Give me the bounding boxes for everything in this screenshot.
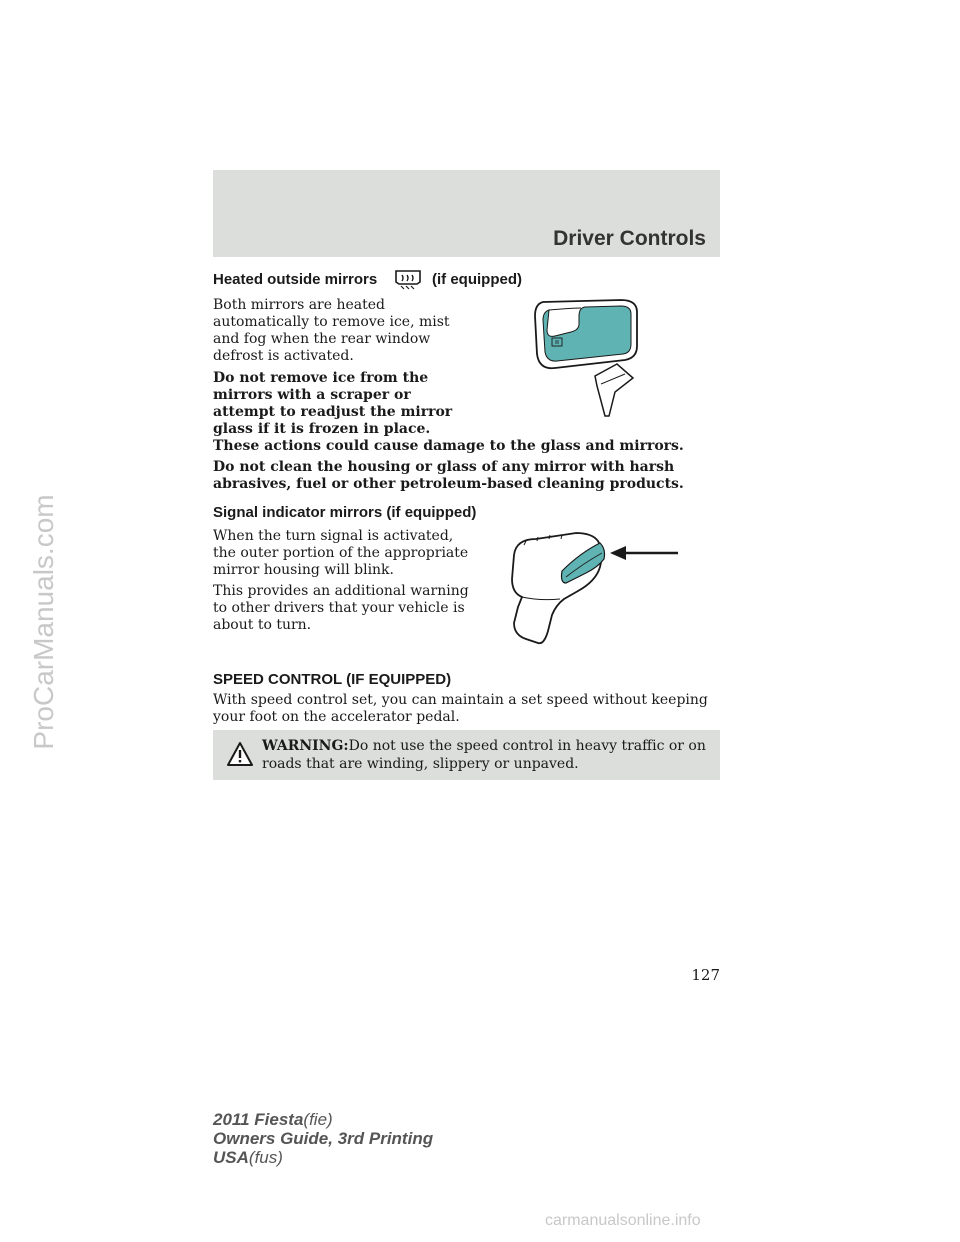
signal-mirrors-p2: This provides an additional warning to other drivers that your vehicle is about to turn. bbox=[213, 583, 469, 633]
rear-defrost-icon bbox=[393, 268, 423, 290]
heated-mirror-illustration bbox=[525, 296, 675, 418]
heated-mirrors-qualifier: (if equipped) bbox=[432, 271, 522, 288]
signal-mirrors-p1: When the turn signal is activated, the outer portion of the appropriate mirror housing will blink. bbox=[213, 528, 469, 578]
mirror-cleaning-caution: Do not clean the housing or glass of any mirror with harsh abrasives, fuel or other petroleum-based cleaning products. bbox=[213, 459, 684, 492]
speed-control-heading: SPEED CONTROL (IF EQUIPPED) bbox=[213, 671, 452, 688]
page-number: 127 bbox=[691, 966, 720, 984]
warning-triangle-icon bbox=[226, 741, 254, 767]
warning-text: WARNING:Do not use the speed control in heavy traffic or on roads that are winding, slippery or unpaved. bbox=[262, 738, 706, 772]
heated-mirrors-body: Both mirrors are heated automatically to remove ice, mist and fog when the rear window defrost is activated. bbox=[213, 297, 450, 364]
speed-control-body: With speed control set, you can maintain a set speed without keeping your foot on the accelerator pedal. bbox=[213, 692, 708, 725]
document-footer: 2011 Fiesta(fie) Owners Guide, 3rd Printing USA(fus) bbox=[213, 1110, 434, 1167]
signal-mirrors-heading: Signal indicator mirrors (if equipped) bbox=[213, 504, 477, 521]
mirror-ice-caution: Do not remove ice from the mirrors with a scraper or attempt to readjust the mirror glass if it is frozen in place. These actions could cause damage to the glass and mirrors. bbox=[213, 370, 684, 454]
bottom-watermark: carmanualsonline.info bbox=[545, 1212, 701, 1229]
section-header bbox=[213, 170, 720, 257]
signal-mirror-illustration bbox=[500, 527, 685, 647]
side-watermark: ProCarManuals.com bbox=[28, 494, 59, 750]
heated-mirrors-heading: Heated outside mirrors bbox=[213, 271, 378, 288]
section-title: Driver Controls bbox=[553, 227, 706, 250]
